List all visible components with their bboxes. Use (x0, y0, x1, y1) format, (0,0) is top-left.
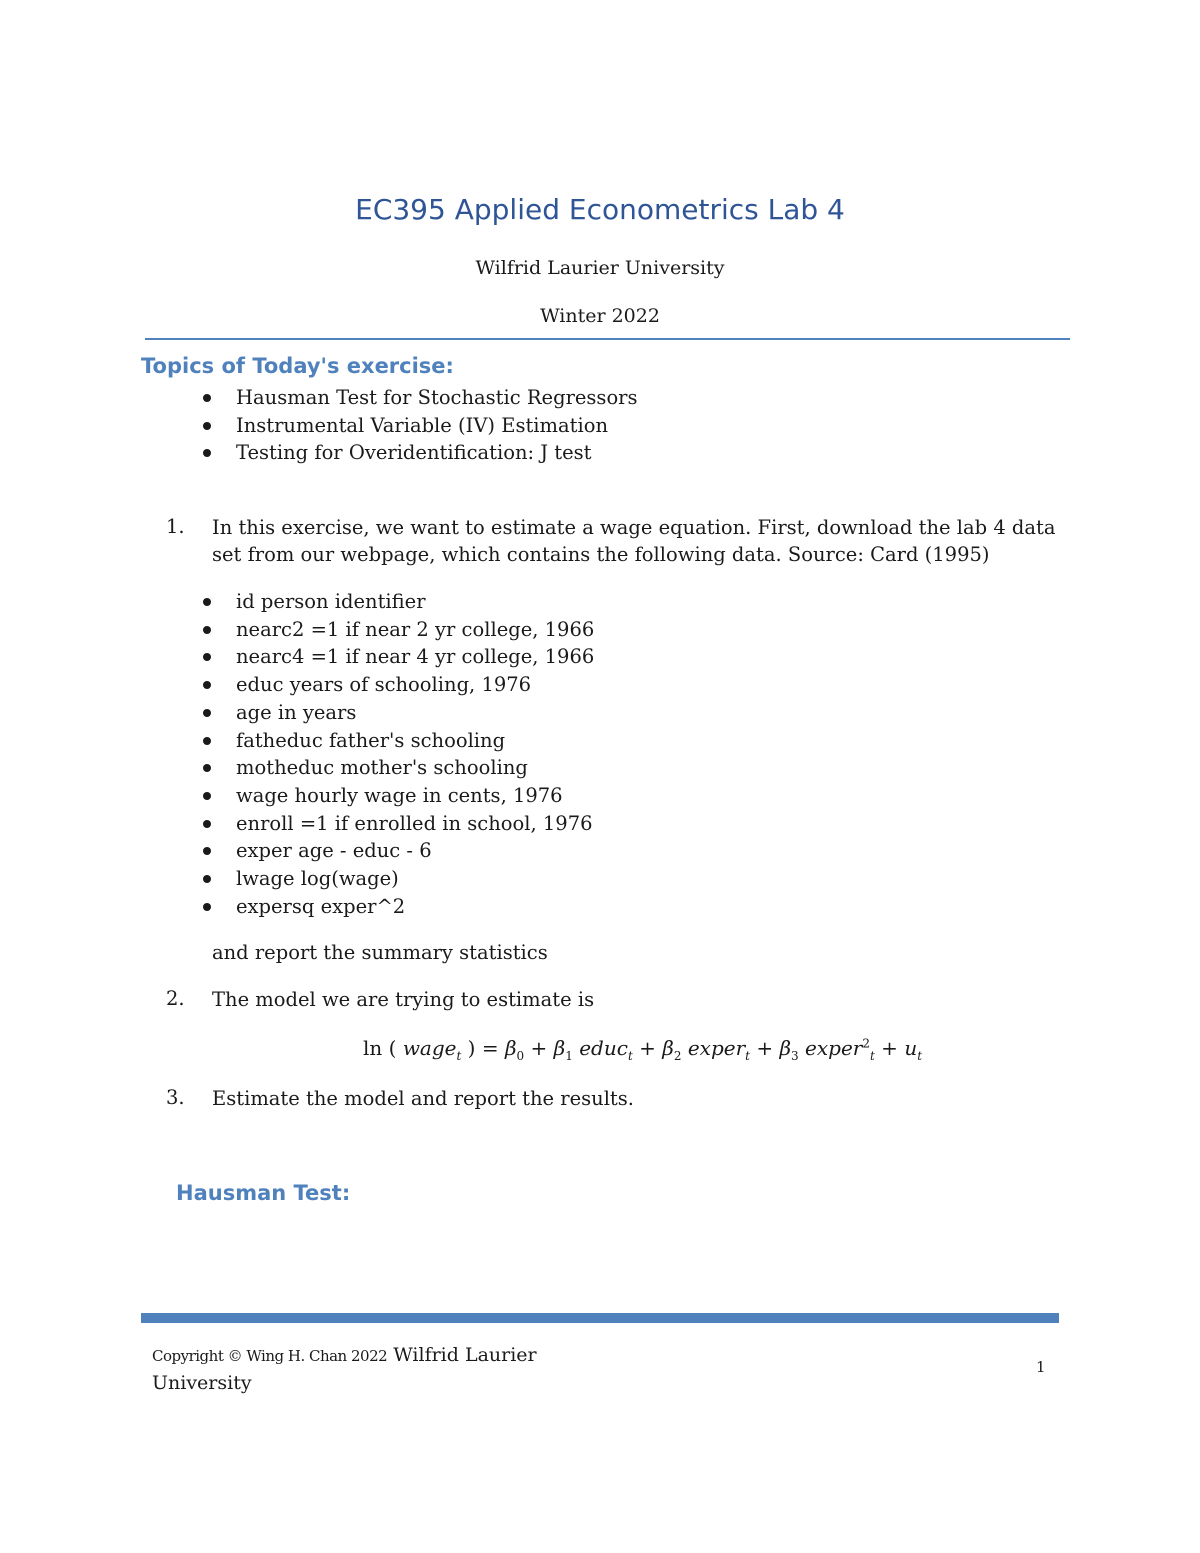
question-1-text: In this exercise, we want to estimate a wage equation. First, download the lab 4 data set from our webpage, which contains the following data. Source: Card (1995) (212, 516, 1056, 566)
section-heading: Hausman Test: (176, 1181, 351, 1205)
footer-divider (141, 1313, 1059, 1323)
bullet-icon (203, 653, 211, 661)
institution: Wilfrid Laurier University (475, 257, 725, 279)
variable-item: fatheduc father's schooling (236, 727, 594, 755)
bullet-icon (203, 626, 211, 634)
question-1-number: 1. (166, 515, 185, 538)
question-3-number: 3. (166, 1086, 185, 1109)
bullet-icon (203, 737, 211, 745)
summary-instruction: and report the summary statistics (212, 941, 548, 964)
bullet-icon (203, 394, 211, 402)
variable-item: wage hourly wage in cents, 1976 (236, 782, 594, 810)
bullet-icon (203, 847, 211, 855)
bullet-icon (203, 875, 211, 883)
variable-item: age in years (236, 699, 594, 727)
title-divider (145, 338, 1070, 340)
variable-item: educ years of schooling, 1976 (236, 671, 594, 699)
question-2-number: 2. (166, 987, 185, 1010)
bullet-icon (203, 598, 211, 606)
bullet-icon (203, 792, 211, 800)
bullet-icon (203, 820, 211, 828)
bullet-icon (203, 903, 211, 911)
footer-copyright: Copyright © Wing H. Chan 2022 Wilfrid Laurier University (152, 1344, 537, 1394)
variable-item: enroll =1 if enrolled in school, 1976 (236, 810, 594, 838)
variable-item: lwage log(wage) (236, 865, 594, 893)
question-2-text: The model we are trying to estimate is (212, 988, 595, 1011)
question-3-text: Estimate the model and report the results. (212, 1087, 634, 1110)
variable-item: id person identifier (236, 588, 594, 616)
term: Winter 2022 (540, 305, 660, 327)
topic-item: Hausman Test for Stochastic Regressors (236, 384, 638, 412)
page-number: 1 (1036, 1358, 1046, 1376)
variable-item: exper age - educ - 6 (236, 837, 594, 865)
variable-item: nearc2 =1 if near 2 yr college, 1966 (236, 616, 594, 644)
bullet-icon (203, 449, 211, 457)
topics-heading: Topics of Today's exercise: (141, 354, 454, 378)
topics-list (236, 384, 638, 467)
variable-item: expersq exper^2 (236, 893, 594, 921)
wage-equation: ln ( wage$_t$ ) = $\beta_0 + \beta_1$ educ$_t$ + $\beta_2$ exper$_t$ + $\beta_3$ exper$^2_t$ + $u_t$ (363, 1036, 923, 1063)
topic-item: Instrumental Variable (IV) Estimation (236, 412, 638, 440)
bullet-icon (203, 422, 211, 430)
bullet-icon (203, 681, 211, 689)
variables-list (236, 588, 594, 920)
variable-item: motheduc mother's schooling (236, 754, 594, 782)
topic-item: Testing for Overidentification: J test (236, 439, 638, 467)
page-title: EC395 Applied Econometrics Lab 4 (355, 193, 845, 226)
variable-item: nearc4 =1 if near 4 yr college, 1966 (236, 643, 594, 671)
bullet-icon (203, 709, 211, 717)
bullet-icon (203, 764, 211, 772)
